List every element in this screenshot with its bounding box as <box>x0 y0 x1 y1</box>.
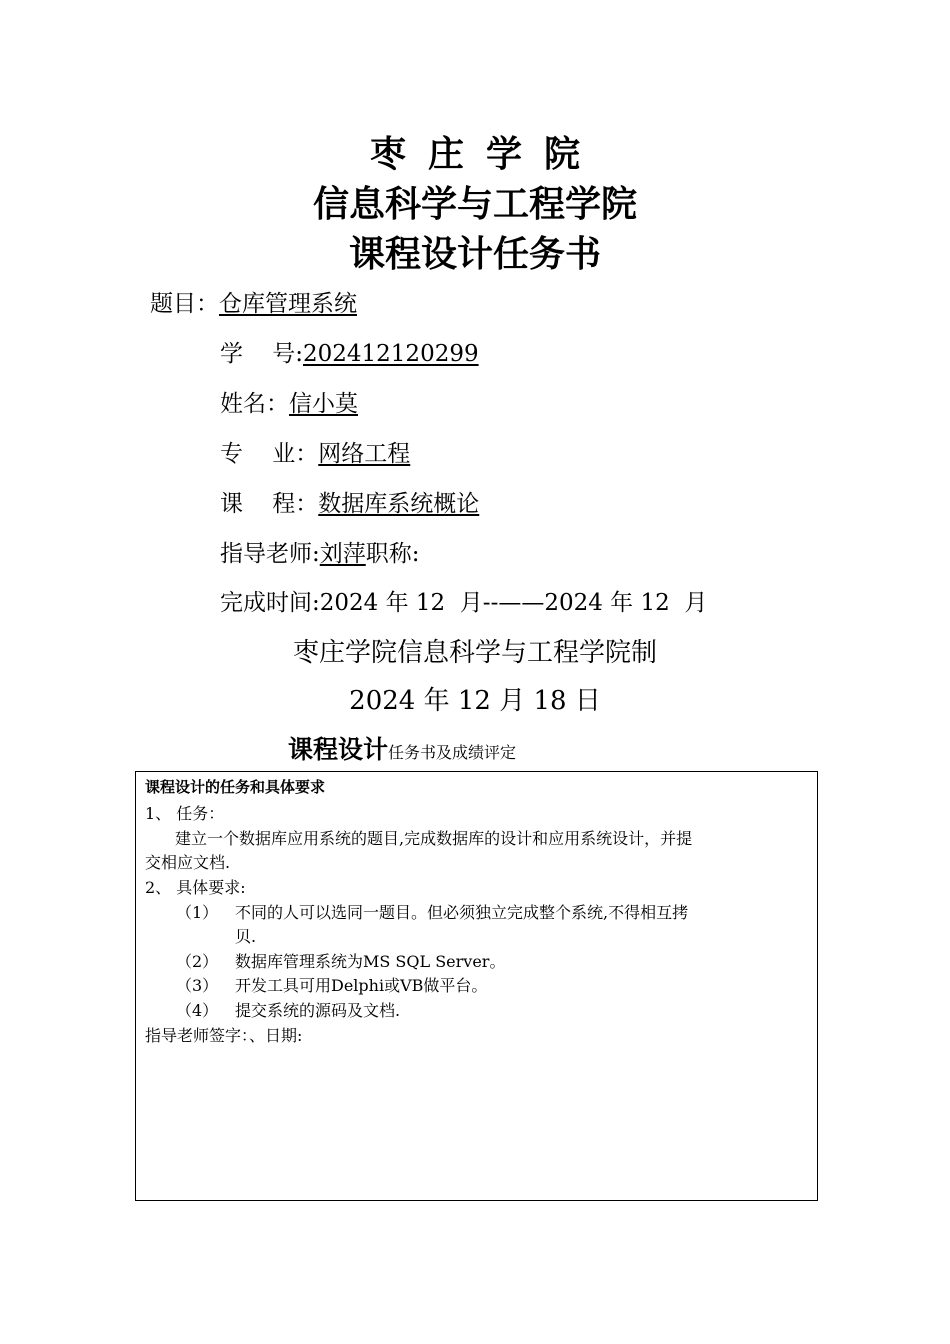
task-box-header: 课程设计的任务和具体要求 <box>145 778 326 796</box>
section-title-sub: 任务书及成绩评定 <box>388 743 517 762</box>
task-box <box>135 771 818 1201</box>
task-description-line-1: 建立一个数据库应用系统的题目,完成数据库的设计和应用系统设计，并提 <box>175 829 693 848</box>
name-value: 信小莫 <box>289 391 358 417</box>
topic-label: 题目： <box>150 291 219 317</box>
issue-date: 2024 年 12 月 18 日 <box>349 686 601 716</box>
topic-value: 仓库管理系统 <box>219 291 357 317</box>
req4-text: 提交系统的源码及文档. <box>235 1001 401 1020</box>
task-item-2: 2、 具体要求: <box>145 878 246 897</box>
advisor-title-label: 职称: <box>365 541 420 567</box>
issuer-line: 枣庄学院信息科学与工程学院制 <box>292 638 657 668</box>
course-value: 数据库系统概论 <box>318 491 480 517</box>
major-label: 专 业： <box>220 441 319 467</box>
document-title: 课程设计任务书 <box>348 234 601 275</box>
student-id-row <box>220 335 479 368</box>
signature-line: 指导老师签字：、日期: <box>145 1026 303 1045</box>
task-description-line-2: 交相应文档. <box>145 853 231 872</box>
req1-text-line-1: 不同的人可以选同一题目。但必须独立完成整个系统,不得相互拷 <box>235 903 689 922</box>
school-name: 枣庄学院 <box>369 134 602 175</box>
advisor-label: 指导老师: <box>220 541 320 567</box>
advisor-row <box>220 535 420 568</box>
topic-row <box>150 285 357 318</box>
req1-number: （1） <box>176 903 219 922</box>
course-row <box>220 485 479 518</box>
time-row <box>220 584 707 617</box>
req4-number: （4） <box>176 1001 219 1020</box>
task-item-1: 1、 任务： <box>145 804 225 823</box>
student-id-label: 学 号: <box>220 341 303 367</box>
req3-number: （3） <box>176 976 219 995</box>
student-id-value: 202412120299 <box>303 341 479 367</box>
name-label: 姓名： <box>220 391 289 417</box>
college-name: 信息科学与工程学院 <box>312 184 637 225</box>
time-value: 2024 年 12 月--——2024 年 12 月 <box>319 590 708 616</box>
req2-text: 数据库管理系统为MS SQL Server。 <box>235 952 506 971</box>
req3-text: 开发工具可用Delphi或VB做平台。 <box>235 976 488 995</box>
req2-number: （2） <box>176 952 219 971</box>
section-title-main: 课程设计 <box>288 735 389 764</box>
major-row <box>220 435 410 468</box>
name-row <box>220 385 358 418</box>
req1-text-line-2: 贝. <box>235 927 257 946</box>
section-title <box>288 730 516 766</box>
advisor-value: 刘萍 <box>319 541 366 567</box>
time-label: 完成时间: <box>220 590 320 616</box>
course-label: 课 程： <box>220 491 319 517</box>
major-value: 网络工程 <box>318 441 411 467</box>
